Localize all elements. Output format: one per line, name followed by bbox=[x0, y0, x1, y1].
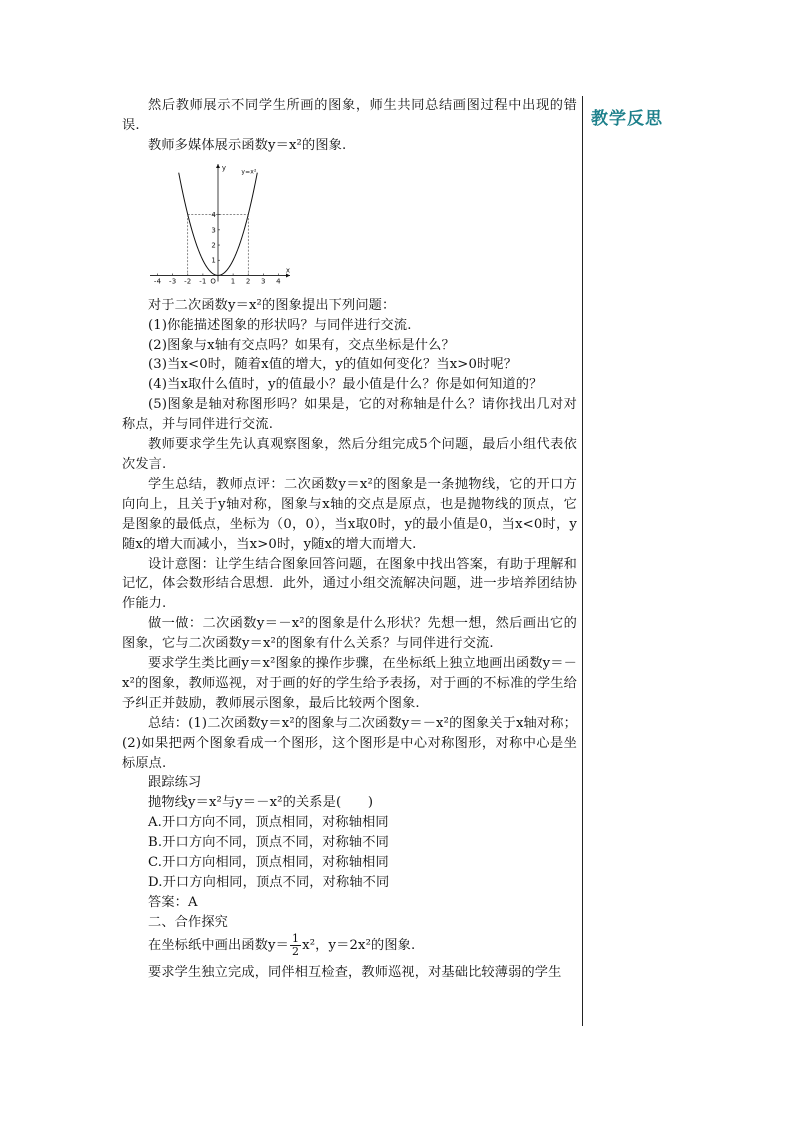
x-tick-label: -2 bbox=[184, 277, 192, 286]
x-axis-label: x bbox=[285, 266, 291, 275]
x-tick-label: -1 bbox=[199, 277, 207, 286]
paragraph-draw-functions bbox=[122, 933, 577, 963]
question-1: (1)你能描述图象的形状吗？与同伴进行交流. bbox=[148, 317, 412, 333]
question-4: (4)当x取什么值时，y的值最小？最小值是什么？你是如何知道的？ bbox=[148, 377, 543, 393]
lesson-body bbox=[122, 96, 577, 983]
heading-practice: 跟踪练习 bbox=[148, 775, 202, 791]
question-5: (5)图象是轴对称图形吗？如果是，它的对称轴是什么？请你找出几对对称点，并与同伴进行交流. bbox=[122, 397, 577, 433]
paragraph-questions-intro: 对于二次函数y＝x²的图象提出下列问题： bbox=[148, 297, 396, 313]
fraction-numerator: 1 bbox=[291, 931, 300, 945]
y-tick-label: 4 bbox=[211, 210, 216, 219]
answer-line: 答案：A bbox=[148, 894, 198, 910]
paragraph-analogy: 要求学生类比画y＝x²图象的操作步骤，在坐标纸上独立地画出函数y＝－x²的图象，教师巡视，对于画的好的学生给予表扬，对于画的不标准的学生给予纠正并鼓励，教师展示图象，最后比较两个图象. bbox=[122, 656, 577, 711]
section-heading-cooperation: 二、合作探究 bbox=[148, 914, 229, 930]
x-tick-label: -4 bbox=[153, 277, 162, 286]
x-tick-label: 4 bbox=[276, 277, 281, 286]
paragraph-conclusion: 总结：(1)二次函数y＝x²的图象与二次函数y＝－x²的图象关于x轴对称；(2)如果把两个图象看成一个图形，这个图形是中心对称图形，对称中心是坐标原点. bbox=[122, 715, 577, 771]
parabola-graph bbox=[146, 162, 292, 290]
paragraph-design-intent: 设计意图：让学生结合图象回答问题，在图象中找出答案，有助于理解和记忆，体会数形结合思想．此外，通过小组交流解决问题，进一步培养团结协作能力. bbox=[122, 556, 577, 612]
fraction-one-half bbox=[290, 933, 301, 958]
draw-functions-pre: 在坐标纸中画出函数y＝ bbox=[148, 937, 289, 953]
y-axis-arrow-icon bbox=[216, 164, 220, 168]
paragraph-display-graph: 教师多媒体展示函数y＝x²的图象. bbox=[148, 137, 347, 153]
paragraph-try-it: 做一做：二次函数y＝－x²的图象是什么形状？先想一想，然后画出它的图象，它与二次函数y＝x²的图象有什么关系？与同伴进行交流. bbox=[122, 616, 577, 652]
x-tick-label: 2 bbox=[245, 277, 251, 286]
draw-functions-post: x²，y＝2x²的图象. bbox=[302, 937, 416, 953]
origin-label: O bbox=[210, 277, 216, 286]
paragraph-intro: 然后教师展示不同学生所画的图象，师生共同总结画图过程中出现的错误. bbox=[122, 98, 577, 133]
reflection-title: 教学反思 bbox=[591, 109, 663, 129]
option-b: B.开口方向不同，顶点不同，对称轴不同 bbox=[148, 835, 389, 851]
fraction-denominator: 2 bbox=[291, 944, 300, 958]
y-tick-label: 3 bbox=[211, 226, 216, 235]
option-d: D.开口方向相同，顶点不同，对称轴不同 bbox=[148, 875, 390, 890]
y-tick-label: 1 bbox=[211, 256, 216, 265]
x-tick-label: 3 bbox=[261, 277, 266, 286]
paragraph-independent-work: 要求学生独立完成，同伴相互检查，教师巡视，对基础比较薄弱的学生 bbox=[148, 964, 562, 980]
paragraph-summary: 学生总结，教师点评：二次函数y＝x²的图象是一条抛物线，它的开口方向向上，且关于y轴对称，图象与x轴的交点是原点，也是抛物线的顶点，它是图象的最低点，坐标为（0，0），当x取0时，y的最小值是0，当x<0时，y随x的增大而减小，当x>0时，y随x的增大而增大. bbox=[122, 476, 577, 552]
x-tick-label: -3 bbox=[169, 277, 177, 286]
practice-question: 抛物线y＝x²与y＝－x²的关系是( ) bbox=[148, 795, 374, 811]
curve-label: y=x² bbox=[241, 168, 257, 176]
option-c: C.开口方向相同，顶点相同，对称轴相同 bbox=[148, 855, 389, 871]
y-axis-label: y bbox=[221, 163, 227, 172]
option-a: A.开口方向不同，顶点相同，对称轴相同 bbox=[148, 815, 389, 831]
question-2: (2)图象与x轴有交点吗？如果有，交点坐标是什么？ bbox=[148, 337, 455, 353]
column-divider bbox=[582, 96, 583, 1026]
x-tick-label: 1 bbox=[230, 277, 236, 286]
question-3: (3)当x<0时，随着x值的增大，y的值如何变化？当x>0时呢？ bbox=[148, 357, 518, 373]
paragraph-group-work: 教师要求学生先认真观察图象，然后分组完成5个问题，最后小组代表依次发言. bbox=[122, 437, 577, 472]
y-tick-label: 2 bbox=[211, 241, 216, 250]
